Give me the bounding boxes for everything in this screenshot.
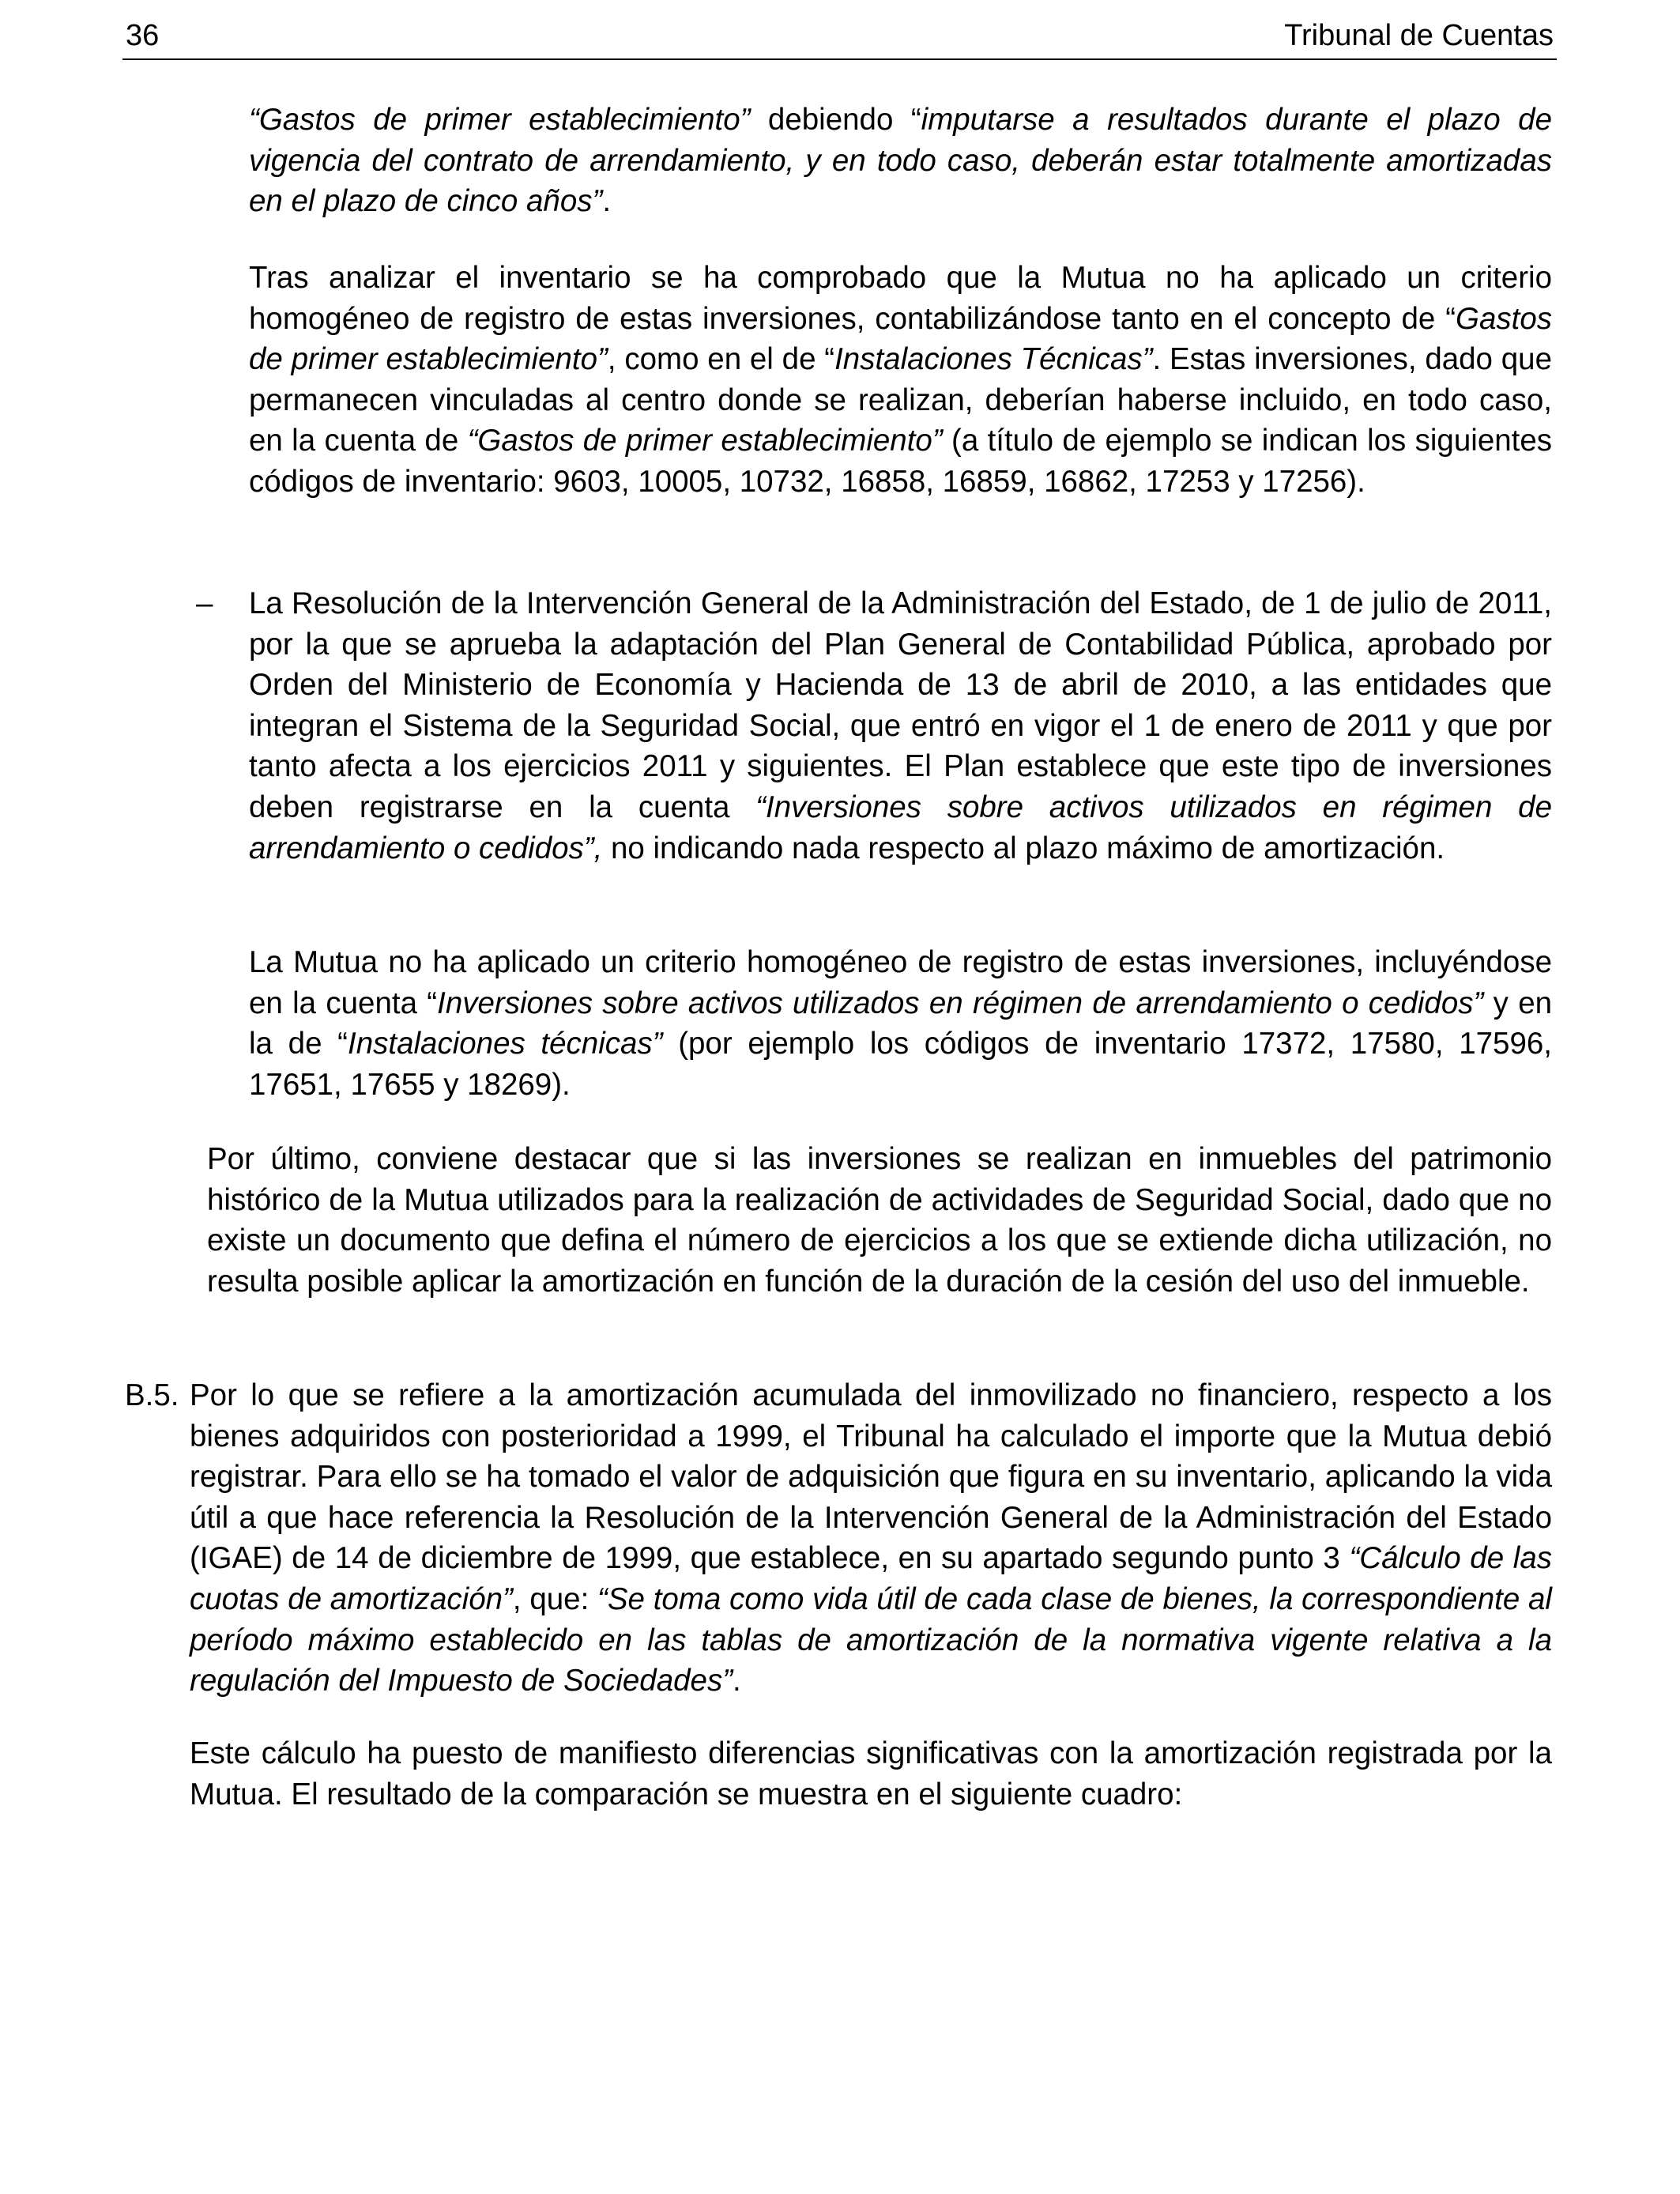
- text-run: .: [733, 1664, 741, 1698]
- text-run: .: [602, 184, 612, 219]
- list-bullet-dash: –: [196, 586, 213, 620]
- text-run: La Resolución de la Intervención General de la Administración del Estado, de 1 de julio de 2011, por la que se aprueba la adaptación del Plan General de Contabilidad Pública, aprobado por Orden del Ministerio de Economía y Hacienda de 13 de abril de 2010, a las entidades que integran el Sistema de la Seguridad Social, que entró en vigor el 1 de enero de 2011 y que por tanto afecta a los ejercicios 2011 y siguientes. El Plan establece que este tipo de inversiones deben registrarse en la cuenta: [249, 586, 1552, 824]
- text-run: debiendo “: [750, 103, 921, 137]
- text-run: “Inversiones sobre activos utilizados en régimen de arrendamiento o cedidos”,: [249, 790, 1552, 865]
- text-run: Tras analizar el inventario se ha comprobado que la Mutua no ha aplicado un criterio homogéneo de registro de estas inversiones, contabilizándose tanto en el concepto de “: [249, 261, 1552, 336]
- page-number: 36: [126, 19, 160, 52]
- header-title: Tribunal de Cuentas: [1284, 19, 1554, 52]
- list-item-resolution: [249, 583, 1552, 869]
- text-run: Instalaciones Técnicas”: [834, 342, 1153, 377]
- text-run: Instalaciones técnicas”: [348, 1027, 663, 1061]
- text-run: no indicando nada respecto al plazo máximo de amortización.: [602, 831, 1445, 865]
- text-run: y en la de “: [249, 986, 1553, 1061]
- text-run: (a título de ejemplo se indican los siguientes códigos de inventario: 9603, 10005, 10732, 16858, 16859, 16862, 17253 y 17256).: [249, 424, 1552, 499]
- text-run: “Cálculo de las cuotas de amortización”: [190, 1541, 1552, 1616]
- section-number: B.5.: [125, 1378, 179, 1412]
- text-run: Inversiones sobre activos utilizados en régimen de arrendamiento o cedidos”: [437, 986, 1484, 1020]
- text-run: imputarse a resultados durante el plazo de vigencia del contrato de arrendamiento, y en todo caso, deberán estar totalmente amortizadas en el plazo de cinco años”: [249, 103, 1552, 219]
- paragraph-quote: [249, 100, 1552, 222]
- text-run: “Gastos de primer establecimiento”: [467, 424, 943, 458]
- paragraph-mutua: [249, 942, 1552, 1105]
- paragraph-inventory: [249, 258, 1552, 503]
- text-run: , como en el de “: [607, 342, 835, 377]
- text-run: La Mutua no ha aplicado un criterio homogéneo de registro de estas inversiones, incluyéndose en la cuenta “: [249, 945, 1552, 1020]
- text-run: (por ejemplo los códigos de inventario 17372, 17580, 17596, 17651, 17655 y 18269).: [249, 1027, 1552, 1102]
- text-run: , que:: [512, 1581, 598, 1616]
- paragraph-result: [190, 1733, 1552, 1815]
- text-run: “Se toma como vida útil de cada clase de bienes, la correspondiente al período máximo establecido en las tablas de amortización de la normativa vigente relativa a la regulación del Impuesto de Sociedades”: [190, 1581, 1552, 1698]
- text-run: “Gastos de primer establecimiento”: [249, 103, 751, 137]
- text-run: Por último, conviene destacar que si las inversiones se realizan en inmuebles del patrimonio histórico de la Mutua utilizados para la realización de actividades de Seguridad Social, dado que no existe un documento que defina el número de ejercicios a los que se extiende dicha utilización, no resulta posible aplicar la amortización en función de la duración de la cesión del uso del inmueble.: [207, 1142, 1552, 1299]
- text-run: . Estas inversiones, dado que permanecen vinculadas al centro donde se realizan, deberían haberse incluido, en todo caso, en la cuenta de: [249, 342, 1553, 458]
- page-header: [122, 17, 1557, 60]
- text-run: Gastos de primer establecimiento”: [249, 301, 1552, 377]
- text-run: Este cálculo ha puesto de manifiesto diferencias significativas con la amortización registrada por la Mutua. El resultado de la comparación se muestra en el siguiente cuadro:: [190, 1736, 1552, 1811]
- text-run: Por lo que se refiere a la amortización acumulada del inmovilizado no financiero, respecto a los bienes adquiridos con posterioridad a 1999, el Tribunal ha calculado el importe que la Mutua debió registrar. Para ello se ha tomado el valor de adquisición que figura en su inventario, aplicando la vida útil a que hace referencia la Resolución de la Intervención General de la Administración del Estado (IGAE) de 14 de diciembre de 1999, que establece, en su apartado segundo punto 3: [190, 1378, 1552, 1576]
- section-b5-body: [190, 1375, 1552, 1702]
- paragraph-last: [207, 1139, 1552, 1302]
